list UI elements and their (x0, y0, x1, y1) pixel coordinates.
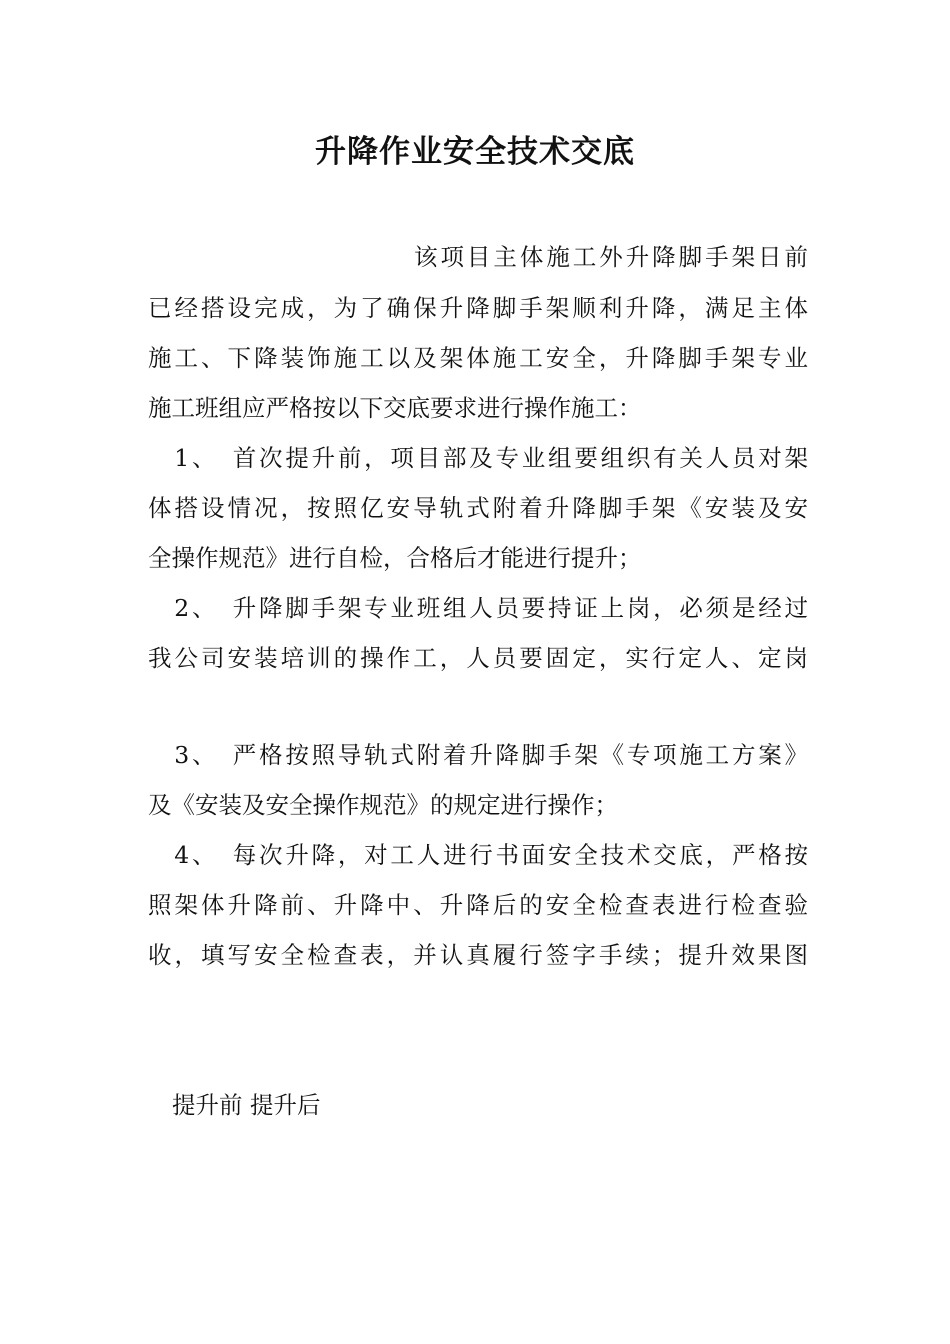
paragraph-line: 施工、下降装饰施工以及架体施工安全，升降脚手架专业 (148, 344, 808, 372)
paragraph-line: 施工班组应严格按以下交底要求进行操作施工： (148, 394, 642, 422)
list-item-line: 2、 升降脚手架专业班组人员要持证上岗，必须是经过 (148, 594, 808, 622)
list-item-line: 全操作规范》进行自检，合格后才能进行提升； (148, 544, 642, 572)
list-item-line: 3、 严格按照导轨式附着升降脚手架《专项施工方案》 (148, 741, 808, 769)
list-item-line: 我公司安装培训的操作工，人员要固定，实行定人、定岗 (148, 644, 808, 672)
list-item-line: 收，填写安全检查表，并认真履行签字手续；提升效果图 (148, 941, 808, 969)
paragraph-line: 该项目主体施工外升降脚手架日前 (414, 243, 808, 271)
document-title: 升降作业安全技术交底 (315, 134, 635, 170)
list-item-line: 4、 每次升降，对工人进行书面安全技术交底，严格按 (148, 841, 808, 869)
list-item-line: 体搭设情况，按照亿安导轨式附着升降脚手架《安装及安 (148, 494, 808, 522)
list-item-line: 1、 首次提升前，项目部及专业组要组织有关人员对架 (148, 444, 808, 472)
paragraph-line: 已经搭设完成，为了确保升降脚手架顺利升降，满足主体 (148, 294, 808, 322)
list-item-line: 及《安装及安全操作规范》的规定进行操作； (148, 791, 618, 819)
figure-caption: 提升前 提升后 (172, 1091, 321, 1119)
list-item-line: 照架体升降前、升降中、升降后的安全检查表进行检查验 (148, 891, 808, 919)
